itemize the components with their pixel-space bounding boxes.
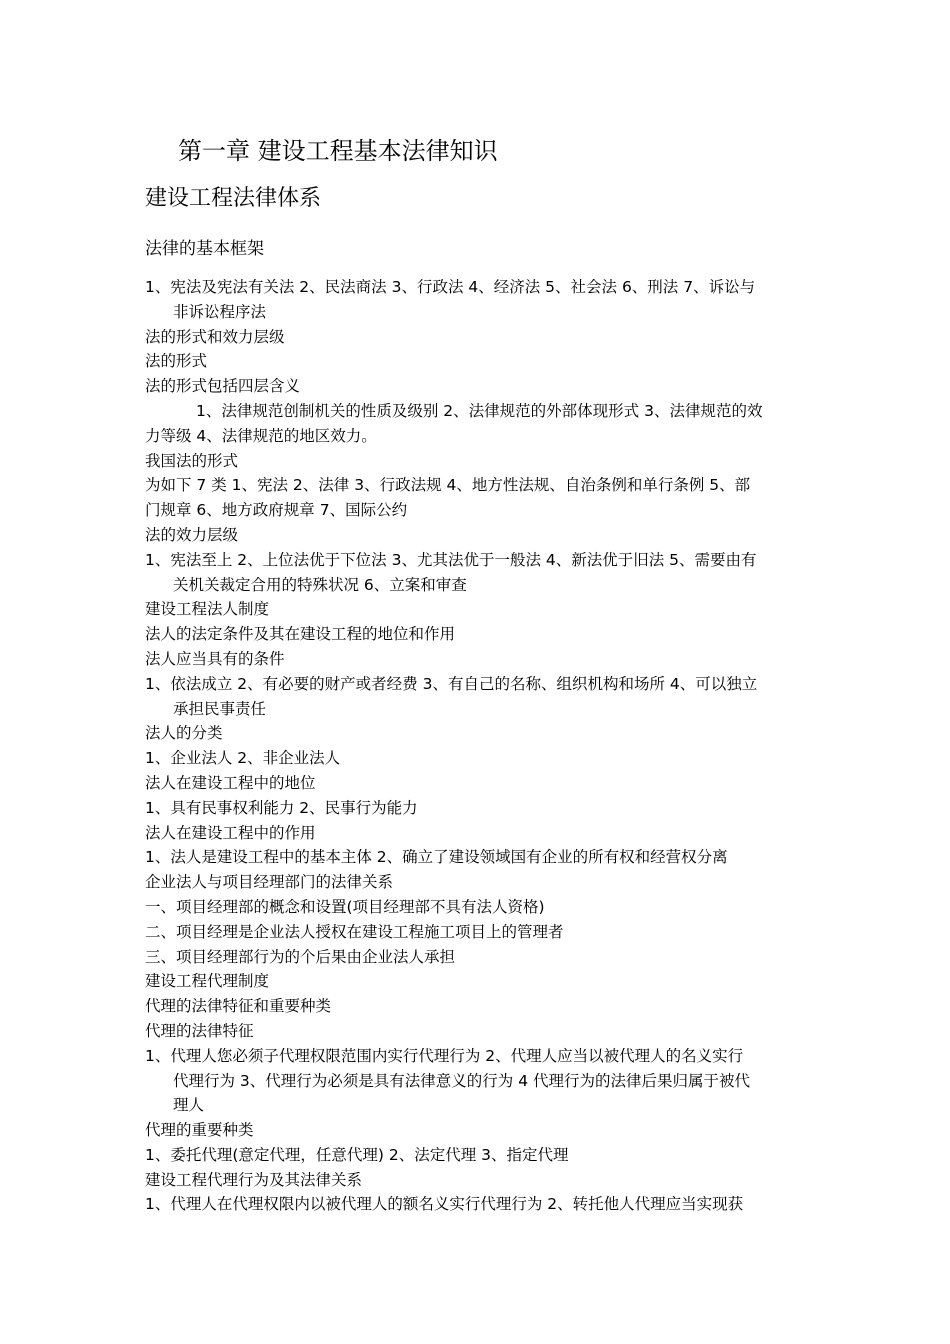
text-line: 代理行为 3、代理行为必须是具有法律意义的行为 4 代理行为的法律后果归属于被代 <box>173 1071 751 1090</box>
text-line: 门规章 6、地方政府规章 7、国际公约 <box>145 501 408 520</box>
text-line: 代理的法律特征和重要种类 <box>145 997 332 1016</box>
text-line: 建设工程法人制度 <box>145 600 270 619</box>
section-title: 建设工程法律体系 <box>145 186 322 211</box>
text-line: 法的形式和效力层级 <box>145 327 285 346</box>
body-text <box>145 275 810 1217</box>
text-line: 代理的重要种类 <box>145 1121 254 1140</box>
text-line: 1、宪法及宪法有关法 2、民法商法 3、行政法 4、经济法 5、社会法 6、刑法 7、诉讼与 <box>145 278 756 296</box>
text-line: 为如下 7 类 1、宪法 2、法律 3、行政法规 4、地方性法规、自治条例和单行条例 5、部 <box>145 476 751 495</box>
text-line: 二、项目经理是企业法人授权在建设工程施工项目上的管理者 <box>145 922 564 941</box>
text-line: 承担民事责任 <box>173 699 267 718</box>
text-line: 1、法人是建设工程中的基本主体 2、确立了建设领域国有企业的所有权和经营权分离 <box>145 848 728 867</box>
text-line: 1、委托代理(意定代理，任意代理) 2、法定代理 3、指定代理 <box>145 1145 569 1164</box>
text-line: 1、具有民事权利能力 2、民事行为能力 <box>145 798 418 817</box>
text-line: 关机关裁定合用的特殊状况 6、立案和审查 <box>173 575 467 594</box>
text-line: 三、项目经理部行为的个后果由企业法人承担 <box>145 947 456 966</box>
text-line: 非诉讼程序法 <box>173 302 267 321</box>
chapter-title: 第一章 建设工程基本法律知识 <box>178 137 498 165</box>
text-line: 1、宪法至上 2、上位法优于下位法 3、尤其法优于一般法 4、新法优于旧法 5、需要由有 <box>145 550 757 569</box>
text-line: 1、法律规范创制机关的性质及级别 2、法律规范的外部体现形式 3、法律规范的效 <box>196 401 763 420</box>
text-line: 1、代理人在代理权限内以被代理人的额名义实行代理行为 2、转托他人代理应当实现获 <box>145 1195 744 1214</box>
text-line: 建设工程代理制度 <box>145 972 270 991</box>
text-line: 法的形式包括四层含义 <box>145 377 301 396</box>
text-line: 法的效力层级 <box>145 525 239 544</box>
text-line: 法人应当具有的条件 <box>145 649 285 668</box>
text-line: 法人在建设工程中的地位 <box>145 773 316 792</box>
text-line: 法人的法定条件及其在建设工程的地位和作用 <box>145 625 456 644</box>
text-line: 1、依法成立 2、有必要的财产或者经费 3、有自己的名称、组织机构和场所 4、可以独立 <box>145 674 758 693</box>
text-line: 建设工程代理行为及其法律关系 <box>145 1170 363 1189</box>
text-line: 代理的法律特征 <box>145 1021 254 1040</box>
text-line: 理人 <box>173 1096 205 1115</box>
text-line: 法人在建设工程中的作用 <box>145 823 316 842</box>
text-line: 力等级 4、法律规范的地区效力。 <box>145 426 377 445</box>
subsection-title: 法律的基本框架 <box>145 239 264 259</box>
text-line: 法的形式 <box>145 352 208 371</box>
text-line: 法人的分类 <box>145 724 223 743</box>
text-line: 我国法的形式 <box>145 451 239 470</box>
text-line: 1、企业法人 2、非企业法人 <box>145 749 341 768</box>
text-line: 一、项目经理部的概念和设置(项目经理部不具有法人资格) <box>145 897 545 916</box>
text-line: 1、代理人您必须子代理权限范围内实行代理行为 2、代理人应当以被代理人的名义实行 <box>145 1046 744 1065</box>
text-line: 企业法人与项目经理部门的法律关系 <box>145 873 394 892</box>
